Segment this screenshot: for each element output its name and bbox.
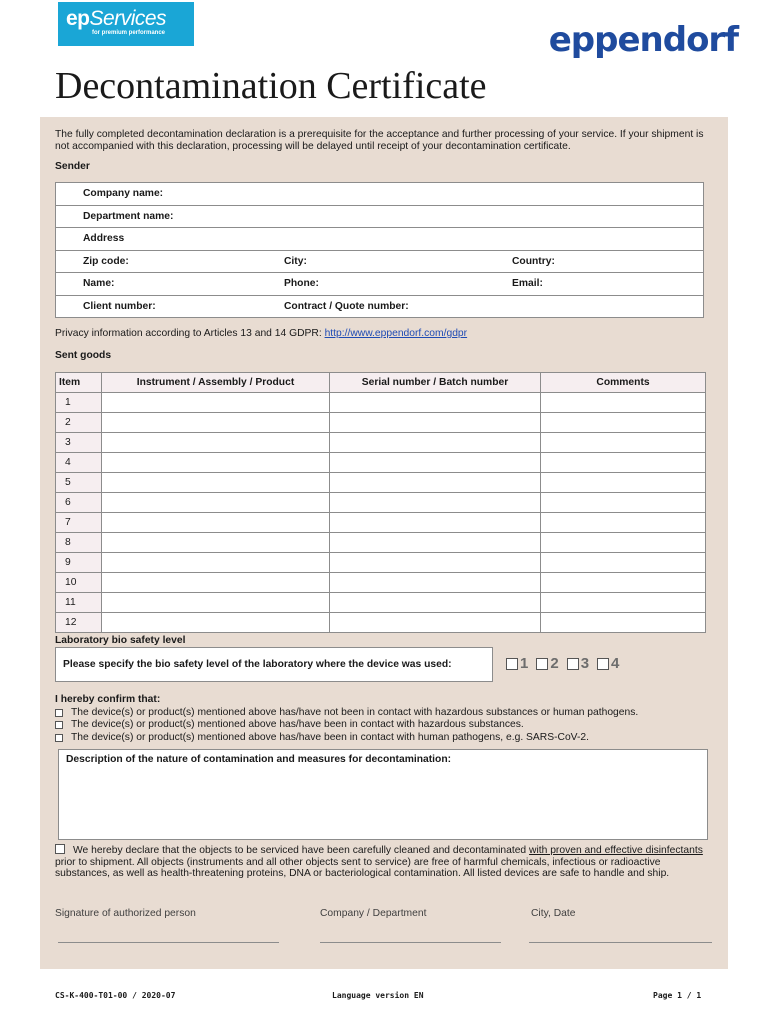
table-row (56, 593, 706, 613)
header-comments: Comments (541, 373, 706, 393)
comments-cell[interactable] (541, 473, 706, 493)
company-department-label: Company / Department (320, 908, 427, 919)
declaration-checkbox-icon[interactable] (55, 844, 65, 854)
header-item: Item (56, 373, 102, 393)
comments-cell[interactable] (541, 393, 706, 413)
table-row (56, 513, 706, 533)
privacy-info (55, 328, 467, 339)
sender-row-name-phone-email[interactable] (56, 273, 703, 296)
item-number: 12 (56, 613, 102, 633)
item-number: 1 (56, 393, 102, 413)
confirm-label: I hereby confirm that: (55, 694, 161, 705)
biosafety-level-options (506, 655, 619, 672)
instrument-cell[interactable] (102, 393, 330, 413)
item-number: 7 (56, 513, 102, 533)
instrument-cell[interactable] (102, 613, 330, 633)
instrument-cell[interactable] (102, 513, 330, 533)
comments-cell[interactable] (541, 493, 706, 513)
biosafety-prompt: Please specify the bio safety level of the laboratory where the device was used: (55, 647, 493, 682)
table-row (56, 573, 706, 593)
biosafety-level-1[interactable]: 1 (506, 655, 528, 672)
checkbox-icon[interactable] (55, 721, 63, 729)
item-number: 2 (56, 413, 102, 433)
confirm-no-contact[interactable]: The device(s) or product(s) mentioned above has/have not been in contact with hazardous substances or human pathogens. (55, 707, 638, 719)
comments-cell[interactable] (541, 613, 706, 633)
phone-label: Phone: (284, 278, 319, 289)
item-number: 8 (56, 533, 102, 553)
eppendorf-logo: eppendorf (548, 20, 738, 60)
table-row (56, 533, 706, 553)
signature-line[interactable] (58, 942, 279, 943)
serial-cell[interactable] (330, 393, 541, 413)
instrument-cell[interactable] (102, 413, 330, 433)
table-header-row (56, 373, 706, 393)
serial-cell[interactable] (330, 513, 541, 533)
header-instrument: Instrument / Assembly / Product (102, 373, 330, 393)
privacy-text: Privacy information according to Articles 13 and 14 GDPR: (55, 328, 325, 339)
comments-cell[interactable] (541, 593, 706, 613)
comments-cell[interactable] (541, 433, 706, 453)
serial-cell[interactable] (330, 553, 541, 573)
serial-cell[interactable] (330, 453, 541, 473)
company-department-line[interactable] (320, 942, 501, 943)
logo-tagline: for premium performance (92, 30, 166, 36)
address-label: Address (83, 233, 125, 244)
item-number: 10 (56, 573, 102, 593)
checkbox-icon[interactable] (55, 709, 63, 717)
sender-label: Sender (55, 161, 90, 172)
description-label: Description of the nature of contamination and measures for decontamination: (66, 754, 452, 765)
sender-box (55, 182, 704, 318)
checkbox-icon[interactable] (567, 658, 579, 670)
checkbox-icon[interactable] (55, 734, 63, 742)
checkbox-icon[interactable] (506, 658, 518, 670)
logo-ep-text: ep (66, 7, 90, 30)
sender-row-address[interactable] (56, 228, 703, 251)
name-label: Name: (83, 278, 115, 289)
serial-cell[interactable] (330, 493, 541, 513)
instrument-cell[interactable] (102, 533, 330, 553)
email-label: Email: (512, 278, 543, 289)
sent-goods-label: Sent goods (55, 350, 112, 361)
contamination-description-field[interactable] (58, 749, 708, 840)
footer-doc-id: CS-K-400-T01-00 / 2020-07 (55, 991, 176, 1000)
gdpr-link[interactable]: http://www.eppendorf.com/gdpr (324, 328, 468, 339)
client-number-label: Client number: (83, 300, 156, 312)
table-row (56, 393, 706, 413)
zip-code-label: Zip code: (83, 255, 129, 267)
sender-row-company[interactable] (56, 183, 703, 206)
contract-number-label: Contract / Quote number: (284, 300, 409, 312)
serial-cell[interactable] (330, 593, 541, 613)
table-row (56, 553, 706, 573)
checkbox-icon[interactable] (597, 658, 609, 670)
table-row (56, 453, 706, 473)
comments-cell[interactable] (541, 453, 706, 473)
instrument-cell[interactable] (102, 453, 330, 473)
biosafety-level-2[interactable]: 2 (536, 655, 558, 672)
footer-page: Page 1 / 1 (653, 991, 702, 1000)
biosafety-level-3[interactable]: 3 (567, 655, 589, 672)
serial-cell[interactable] (330, 433, 541, 453)
confirm-hazardous[interactable]: The device(s) or product(s) mentioned above has/have been in contact with hazardous substances. (55, 719, 638, 731)
comments-cell[interactable] (541, 413, 706, 433)
instrument-cell[interactable] (102, 473, 330, 493)
instrument-cell[interactable] (102, 593, 330, 613)
biosafety-level-4[interactable]: 4 (597, 655, 619, 672)
signature-label: Signature of authorized person (55, 908, 196, 919)
item-number: 3 (56, 433, 102, 453)
sender-row-department[interactable] (56, 206, 703, 229)
confirm-list (55, 707, 638, 744)
serial-cell[interactable] (330, 533, 541, 553)
table-row (56, 613, 706, 633)
sender-row-client-contract[interactable] (56, 296, 703, 319)
table-row (56, 413, 706, 433)
logo-services-text: Services (89, 7, 167, 30)
comments-cell[interactable] (541, 553, 706, 573)
header-serial: Serial number / Batch number (330, 373, 541, 393)
table-row (56, 473, 706, 493)
serial-cell[interactable] (330, 473, 541, 493)
city-date-label: City, Date (531, 908, 576, 919)
country-label: Country: (512, 255, 555, 267)
table-row (56, 493, 706, 513)
department-name-label: Department name: (83, 210, 174, 222)
serial-cell[interactable] (330, 573, 541, 593)
serial-cell[interactable] (330, 413, 541, 433)
epservices-logo (58, 2, 194, 46)
instrument-cell[interactable] (102, 493, 330, 513)
declaration: We hereby declare that the objects to be serviced have been carefully cleaned and decontaminated with proven and effective disinfectants prior to shipment. All objects (instruments and all other objects sent to service) are free of harmful chemicals, infectious or radioactive substances, as well as health-threatening proteins, DNA or bacteriological contamination. All listed devices are safe to handle and ship. (55, 845, 703, 880)
instrument-cell[interactable] (102, 433, 330, 453)
intro-text: The fully completed decontamination declaration is a prerequisite for the acceptance and further processing of your service. If your shipment is not accompanied with this declaration, processing will be delayed until receipt of your decontamination certificate. (55, 129, 704, 152)
comments-cell[interactable] (541, 533, 706, 553)
checkbox-icon[interactable] (536, 658, 548, 670)
item-number: 9 (56, 553, 102, 573)
sender-row-zip-city-country[interactable] (56, 251, 703, 274)
serial-cell[interactable] (330, 613, 541, 633)
city-label: City: (284, 255, 307, 267)
item-number: 4 (56, 453, 102, 473)
instrument-cell[interactable] (102, 573, 330, 593)
footer-language: Language version EN (332, 991, 424, 1000)
company-name-label: Company name: (83, 188, 164, 199)
city-date-line[interactable] (529, 942, 712, 943)
comments-cell[interactable] (541, 513, 706, 533)
confirm-pathogens[interactable]: The device(s) or product(s) mentioned above has/have been in contact with human pathogens, e.g. SARS-CoV-2. (55, 732, 638, 744)
declaration-underlined: with proven and effective disinfectants (529, 845, 703, 856)
table-row (56, 433, 706, 453)
comments-cell[interactable] (541, 573, 706, 593)
item-number: 5 (56, 473, 102, 493)
page-title: Decontamination Certificate (55, 65, 487, 107)
biosafety-label: Laboratory bio safety level (55, 635, 186, 646)
sent-goods-table (55, 372, 706, 633)
instrument-cell[interactable] (102, 553, 330, 573)
item-number: 6 (56, 493, 102, 513)
item-number: 11 (56, 593, 102, 613)
